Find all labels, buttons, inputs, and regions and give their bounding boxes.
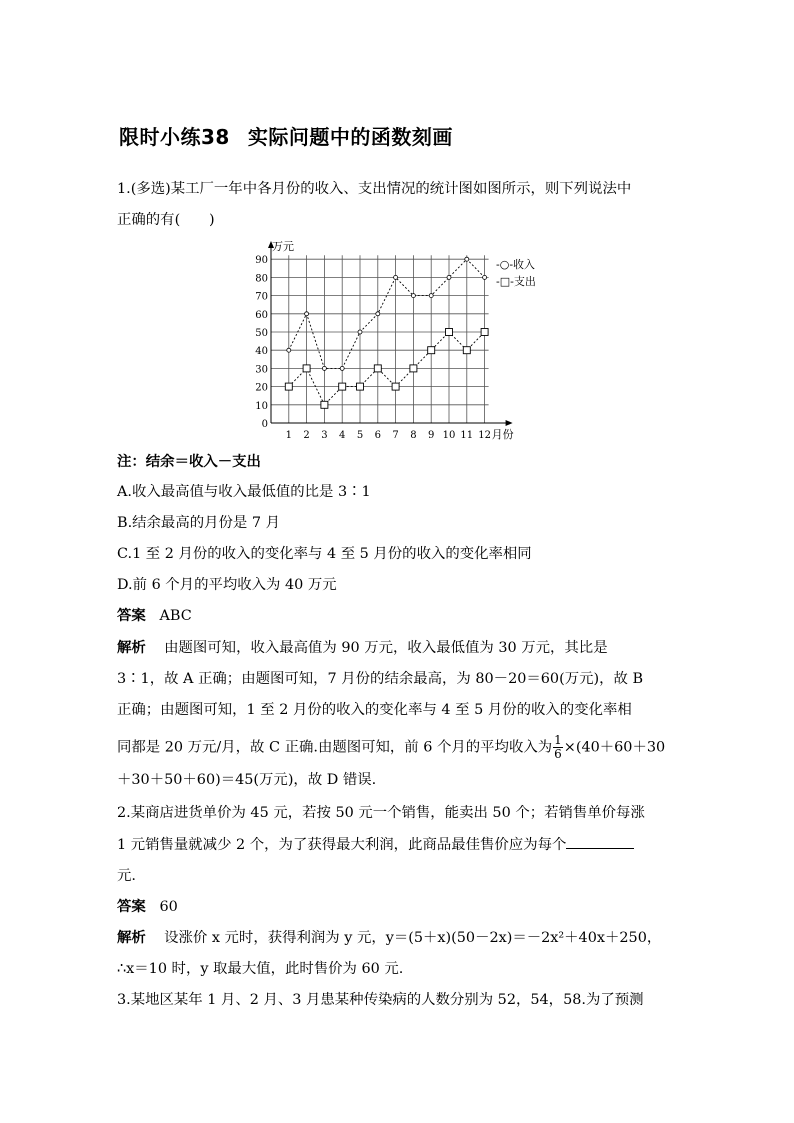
expense-point bbox=[303, 365, 310, 372]
expense-point bbox=[357, 383, 364, 390]
q1-note: 注：结余＝收入－支出 bbox=[117, 454, 261, 470]
y-tick-label: 40 bbox=[255, 346, 268, 358]
legend-entry-expense: -□-支出 bbox=[496, 275, 536, 288]
income-point bbox=[394, 275, 398, 279]
legend-entry-income: -○-收入 bbox=[496, 258, 536, 271]
q1-option-d: D.前 6 个月的平均收入为 40 万元 bbox=[117, 577, 337, 593]
q2-answer-value: 60 bbox=[159, 899, 178, 915]
income-point bbox=[465, 257, 469, 261]
expense-point bbox=[339, 383, 346, 390]
y-tick-label: 20 bbox=[255, 382, 268, 394]
y-tick-label: 50 bbox=[255, 328, 268, 339]
q1-answer bbox=[117, 606, 192, 626]
x-tick-label: 7 bbox=[392, 430, 399, 441]
chart-ticks bbox=[255, 240, 513, 441]
income-point bbox=[429, 294, 433, 298]
chart-grid bbox=[271, 255, 489, 423]
q2-answer bbox=[117, 897, 178, 917]
fraction-one-sixth bbox=[553, 734, 563, 761]
x-tick-label: 2 bbox=[303, 430, 310, 441]
income-point bbox=[287, 348, 291, 352]
y-tick-label: 30 bbox=[255, 364, 268, 376]
q2-analysis-text1: 设涨价 x 元时，获得利润为 y 元，y＝(5＋x)(50－2x)＝－2x²＋40x＋250， bbox=[164, 930, 662, 946]
q1-analysis-line5: ＋30＋50＋60)＝45(万元)，故 D 错误. bbox=[117, 772, 377, 788]
q3-stem-line1: 3.某地区某年 1 月、2 月、3 月患某种传染病的人数分别为 52，54，58.为了预测 bbox=[117, 992, 644, 1008]
fraction-numerator: 1 bbox=[554, 733, 562, 747]
q2-analysis-label: 解析 bbox=[117, 930, 146, 946]
x-tick-label: 3 bbox=[321, 430, 328, 441]
q2-answer-label: 答案 bbox=[117, 899, 146, 915]
q1-analysis-line3: 正确；由题图可知，1 至 2 月份的收入的变化率与 4 至 5 月份的收入的变化率相 bbox=[117, 702, 632, 718]
x-axis-label: 月份 bbox=[491, 428, 514, 441]
income-expense-chart bbox=[250, 236, 550, 442]
income-point bbox=[305, 312, 309, 316]
income-point bbox=[340, 366, 344, 370]
q1-stem-line1: 1.(多选)某工厂一年中各月份的收入、支出情况的统计图如图所示，则下列说法中 bbox=[117, 181, 632, 197]
q1-analysis-text1: 由题图可知，收入最高值为 90 万元，收入最低值为 30 万元，其比是 bbox=[164, 640, 608, 656]
answer-blank bbox=[566, 834, 634, 849]
q1-analysis-line4 bbox=[117, 734, 665, 761]
q2-stem-line3: 元. bbox=[117, 868, 136, 884]
q1-analysis-text4b: ×(40＋60＋30 bbox=[563, 739, 666, 756]
q2-stem-line2 bbox=[117, 834, 634, 855]
x-tick-label: 10 bbox=[442, 430, 456, 441]
expense-point bbox=[463, 347, 470, 354]
expense-point bbox=[392, 383, 399, 390]
q1-option-c: C.1 至 2 月份的收入的变化率与 4 至 5 月份的收入的变化率相同 bbox=[117, 546, 532, 562]
expense-point bbox=[321, 401, 328, 408]
q1-analysis-line1 bbox=[117, 638, 608, 658]
income-point bbox=[483, 275, 487, 279]
x-tick-label: 8 bbox=[410, 430, 417, 441]
expense-point bbox=[374, 365, 381, 372]
title-label: 限时小练38 bbox=[119, 125, 230, 149]
x-tick-label: 4 bbox=[339, 430, 346, 441]
q1-answer-label: 答案 bbox=[117, 608, 146, 624]
expense-point bbox=[428, 347, 435, 354]
income-point bbox=[358, 330, 362, 334]
y-axis-label: 万元 bbox=[272, 240, 294, 253]
chart-legend bbox=[496, 257, 536, 288]
income-point bbox=[447, 275, 451, 279]
y-tick-label: 10 bbox=[255, 400, 268, 412]
y-tick-label: 60 bbox=[255, 309, 268, 321]
q1-analysis-line2: 3∶1，故 A 正确；由题图可知，7 月份的结余最高，为 80－20＝60(万元)，故 B bbox=[117, 671, 644, 687]
income-point bbox=[376, 312, 380, 316]
y-tick-label: 80 bbox=[255, 273, 268, 285]
chart-series bbox=[285, 257, 488, 408]
q1-answer-value: ABC bbox=[159, 608, 192, 624]
x-axis-arrow bbox=[506, 420, 513, 426]
income-point bbox=[411, 294, 415, 298]
expense-point bbox=[410, 365, 417, 372]
q1-stem-line2: 正确的有( ) bbox=[117, 212, 215, 228]
title-text: 实际问题中的函数刻画 bbox=[247, 125, 453, 149]
y-tick-label: 0 bbox=[261, 419, 268, 430]
q1-option-b: B.结余最高的月份是 7 月 bbox=[117, 515, 280, 531]
q1-analysis-text4: 同都是 20 万元/月，故 C 正确.由题图可知，前 6 个月的平均收入为 bbox=[117, 739, 553, 756]
x-tick-label: 11 bbox=[460, 430, 474, 441]
expense-point bbox=[285, 383, 292, 390]
x-tick-label: 1 bbox=[285, 430, 292, 441]
q2-analysis-line1 bbox=[117, 928, 661, 948]
y-tick-label: 70 bbox=[255, 291, 268, 303]
page-title bbox=[119, 121, 453, 150]
income-point bbox=[322, 366, 326, 370]
expense-point bbox=[481, 329, 488, 336]
q1-option-a: A.收入最高值与收入最低值的比是 3∶1 bbox=[117, 484, 371, 500]
q2-stem-line1: 2.某商店进货单价为 45 元，若按 50 元一个销售，能卖出 50 个；若销售单价每涨 bbox=[117, 805, 645, 821]
fraction-denominator: 6 bbox=[554, 747, 562, 761]
y-tick-label: 90 bbox=[255, 255, 268, 267]
x-tick-label: 9 bbox=[428, 430, 435, 441]
q2-stem-text2: 1 元销售量就减少 2 个，为了获得最大利润，此商品最佳售价应为每个 bbox=[117, 837, 567, 853]
x-tick-label: 5 bbox=[356, 430, 364, 441]
q1-analysis-label: 解析 bbox=[117, 640, 146, 656]
x-tick-label: 12 bbox=[478, 430, 491, 441]
q2-analysis-line2: ∴x＝10 时，y 取最大值，此时售价为 60 元. bbox=[117, 961, 404, 977]
x-tick-label: 6 bbox=[374, 430, 381, 441]
expense-point bbox=[446, 329, 453, 336]
